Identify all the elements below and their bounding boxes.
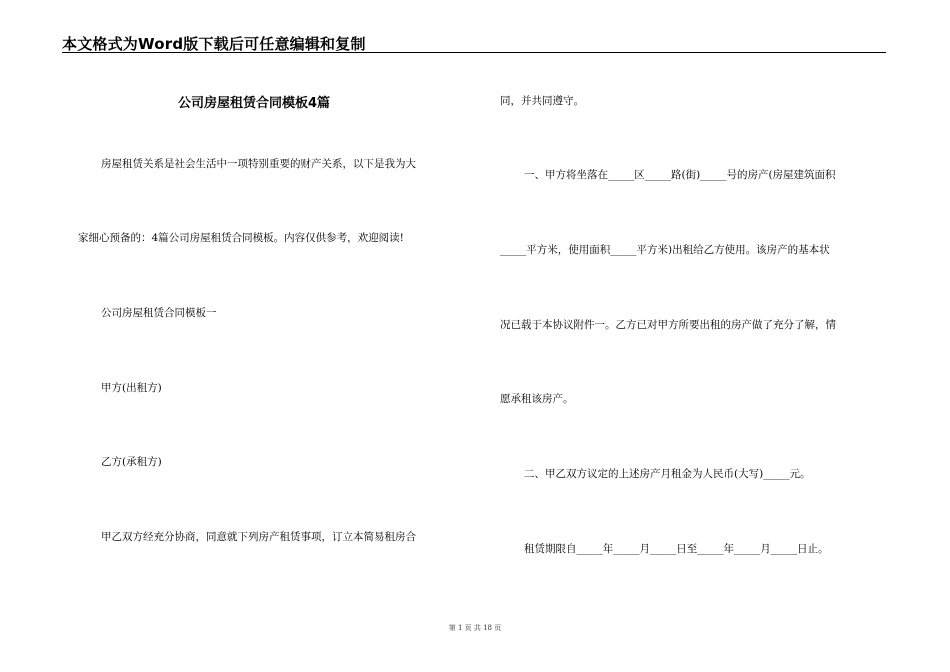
clause-one-line: 愿承租该房产。 [500, 393, 574, 405]
clause-one-line: 一、甲方将坐落在_____区_____路(街)_____号的房产(房屋建筑面积 [524, 169, 836, 181]
left-paragraph-line: 家细心预备的：4篇公司房屋租赁合同模板。内容仅供参考，欢迎阅读! [78, 232, 404, 244]
header-divider [62, 52, 886, 53]
left-paragraph-line: 甲乙双方经充分协商，同意就下列房产租赁事项，订立本简易租房合 [101, 531, 416, 543]
clause-one-line: _____平方米，使用面积_____平方米)出租给乙方使用。该房产的基本状 [500, 244, 830, 256]
clause-two-line: 二、甲乙双方议定的上述房产月租金为人民币(大写)_____元。 [524, 468, 811, 480]
clause-one-line: 况已载于本协议附件一。乙方已对甲方所要出租的房产做了充分了解，情 [500, 319, 836, 331]
page-indicator: 第 1 页 共 18 页 [448, 624, 502, 632]
left-section-heading: 公司房屋租赁合同模板一 [101, 307, 217, 319]
party-b-label: 乙方(承租方) [101, 456, 162, 468]
lease-term-line: 租赁期限自_____年_____月_____日至_____年_____月_____日止。 [524, 543, 829, 555]
document-banner: 本文格式为Word版下载后可任意编辑和复制 [62, 35, 366, 53]
right-paragraph-line: 同，并共同遵守。 [500, 95, 584, 107]
party-a-label: 甲方(出租方) [101, 382, 162, 394]
left-paragraph-line: 房屋租赁关系是社会生活中一项特别重要的财产关系，以下是我为大 [101, 158, 416, 170]
document-title: 公司房屋租赁合同模板4篇 [178, 96, 331, 111]
